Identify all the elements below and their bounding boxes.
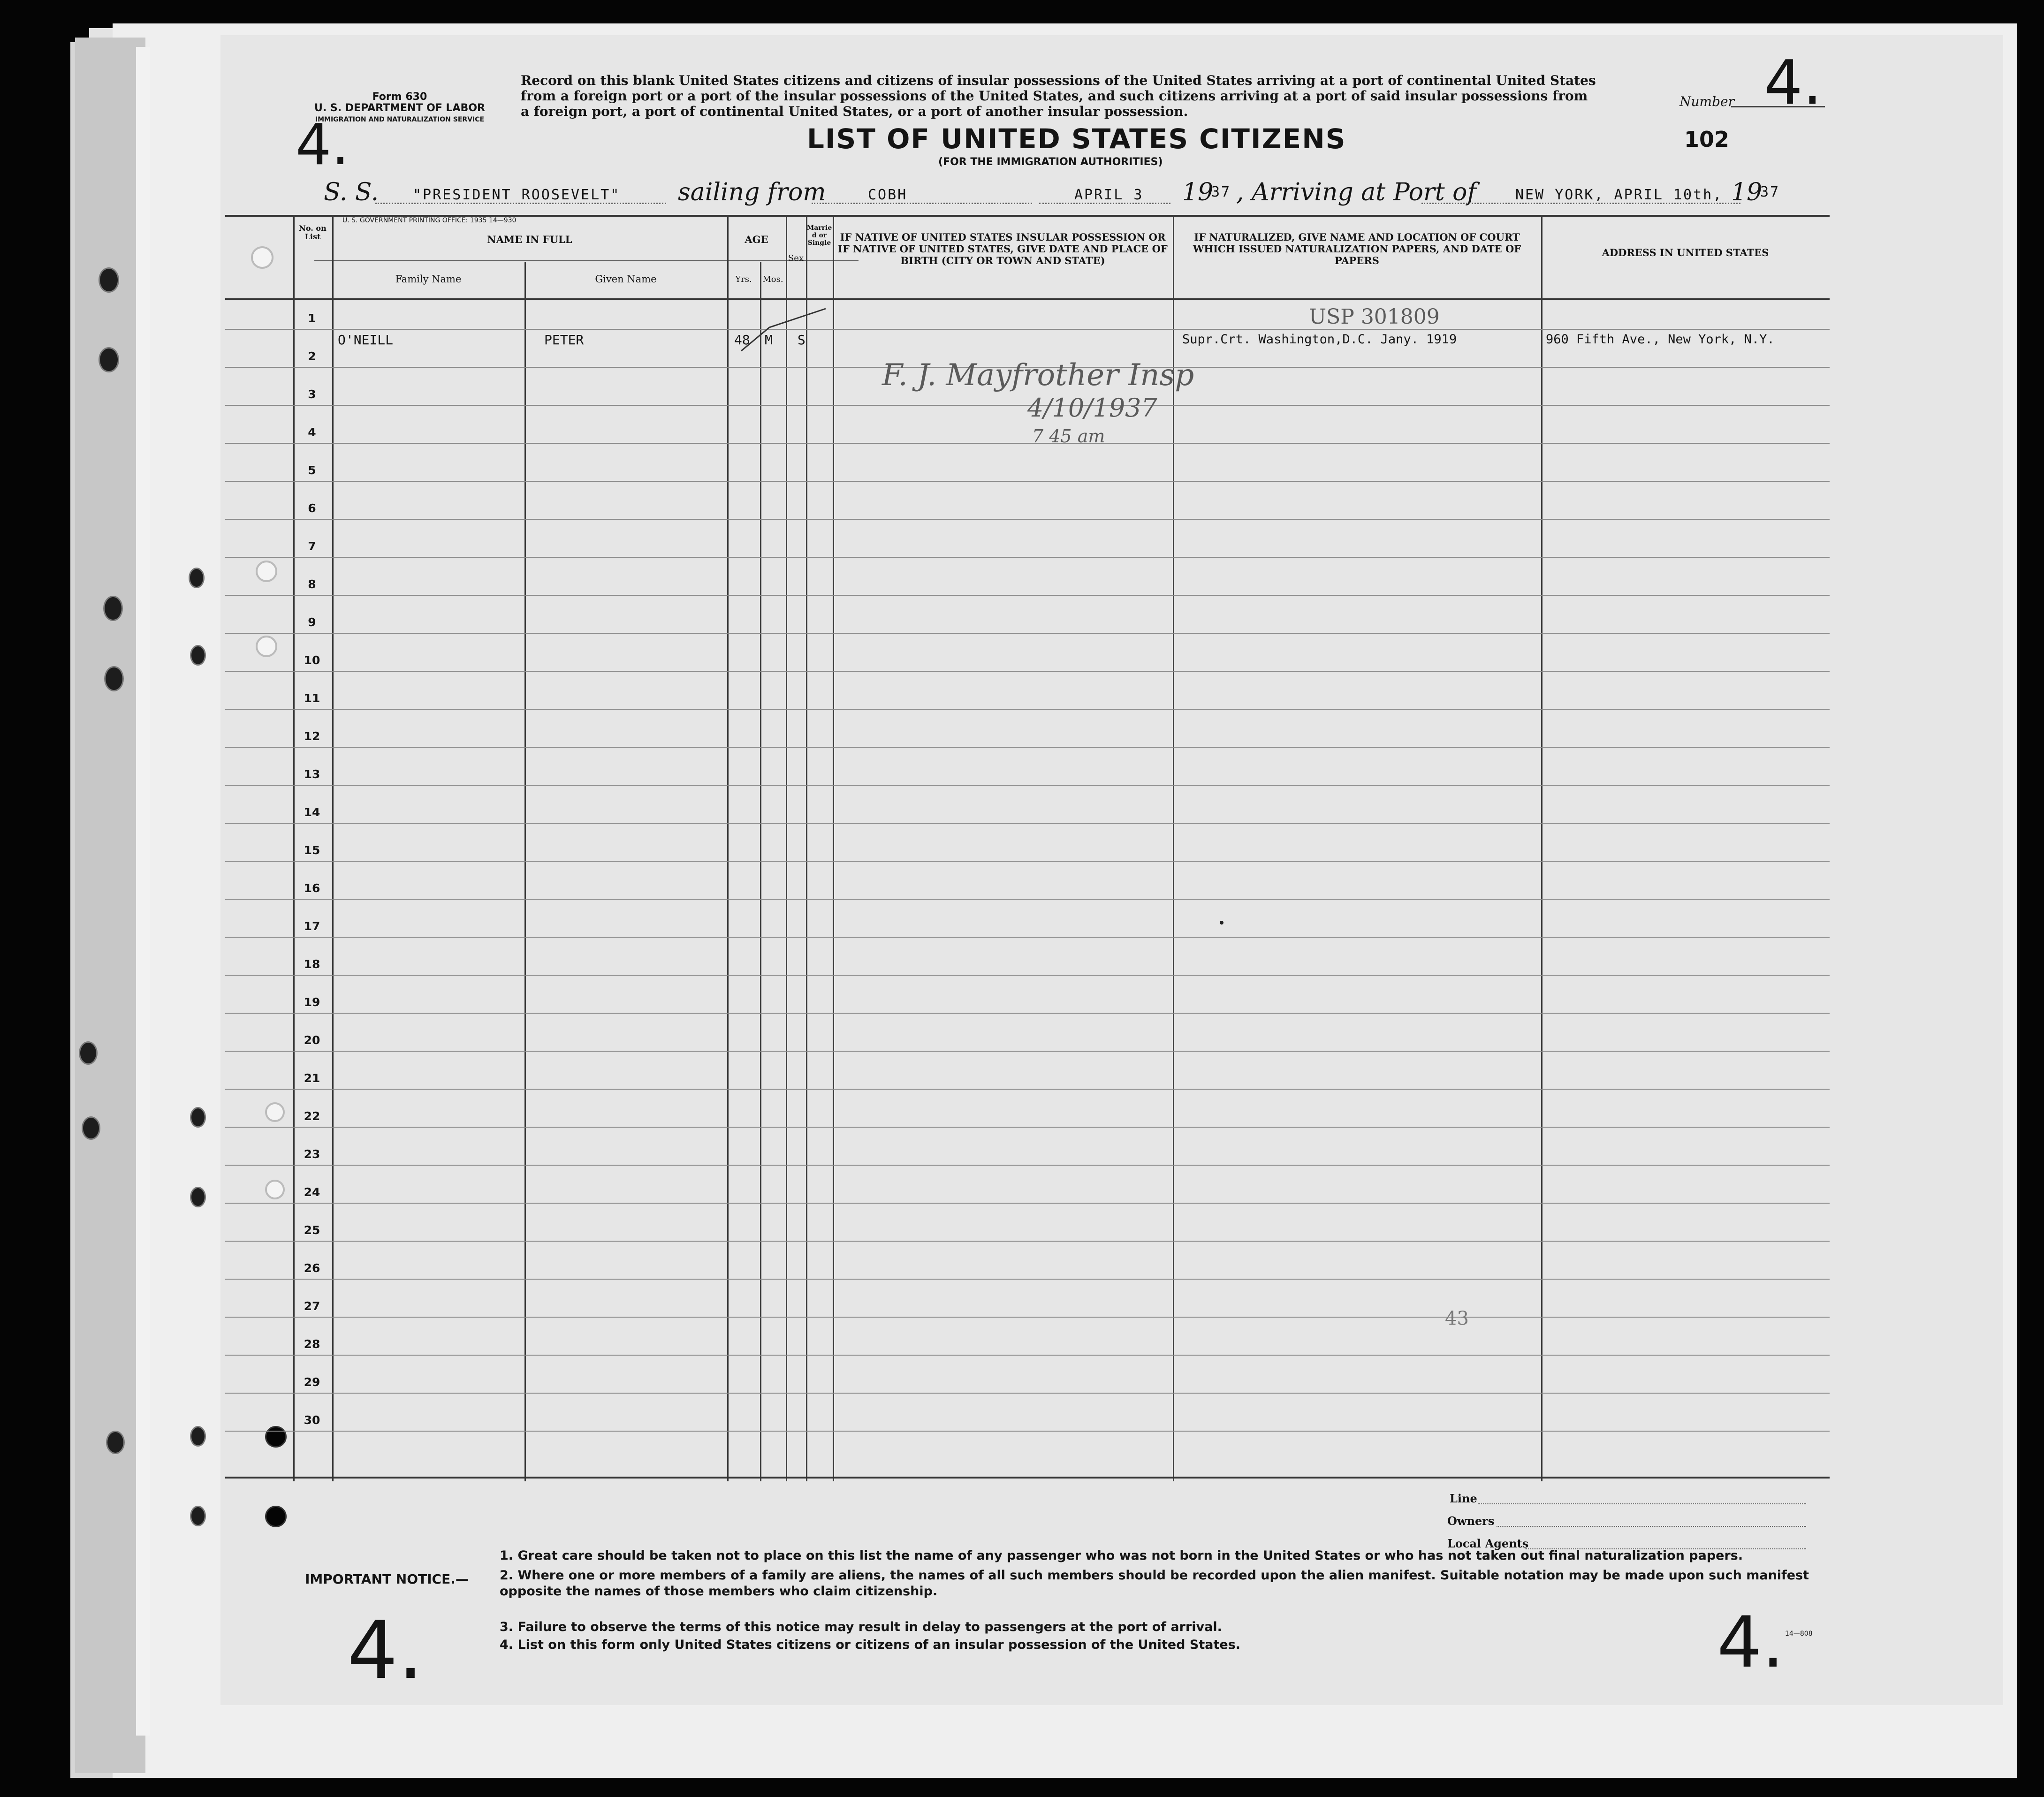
notice-title: IMPORTANT NOTICE.— [305, 1571, 469, 1587]
print-code: 14—808 [1785, 1630, 1813, 1638]
usp-number: USP 301809 [1309, 305, 1440, 329]
row-number: 21 [304, 1071, 320, 1085]
list-number: 4. [1764, 47, 1823, 118]
depart-year: 37 [1211, 184, 1231, 200]
row-rule [225, 519, 1830, 520]
binding-strip [75, 38, 145, 1773]
from-port: COBH [868, 187, 908, 203]
row-rule [225, 1051, 1830, 1052]
notice-2: 2. Where one or more members of a family are aliens, the names of all such members should be recorded upon the alien manifest. Suitable notation may be made upon such manifest opposite the names of those members who claim citizenship. [500, 1568, 1809, 1599]
notice-4: 4. List on this form only United States citizens or citizens of an insular possession of the United States. [500, 1638, 1241, 1652]
row-rule [225, 861, 1830, 862]
header-bottom-rule [225, 298, 1830, 300]
ship-name: "PRESIDENT ROOSEVELT" [413, 187, 621, 203]
row-rule [225, 1393, 1830, 1394]
row-rule [225, 1165, 1830, 1166]
table-bottom-rule [225, 1477, 1830, 1479]
punch-hole-icon [99, 267, 119, 293]
punch-hole-icon [190, 1506, 206, 1526]
number-label: Number [1679, 94, 1734, 109]
header-sex: Sex [788, 253, 804, 263]
row-number: 7 [308, 539, 316, 553]
header-no-on-list: No. on List [299, 224, 327, 241]
row-number: 8 [308, 577, 316, 591]
row-rule [225, 1089, 1830, 1090]
service-name: IMMIGRATION AND NATURALIZATION SERVICE [315, 116, 485, 123]
row-number: 17 [304, 919, 320, 933]
header-family-name: Family Name [395, 273, 462, 285]
row-number: 24 [304, 1185, 320, 1199]
inspector-signature: F. J. Mayfrother Insp [882, 358, 1194, 393]
stamp-number: 43 [1445, 1308, 1469, 1329]
depart-year-prefix: 19 [1182, 178, 1214, 206]
row-number: 18 [304, 957, 320, 971]
row-number: 26 [304, 1261, 320, 1275]
row-rule [225, 823, 1830, 824]
entry-address: 960 Fifth Ave., New York, N.Y. [1546, 332, 1775, 347]
line-label: Line [1450, 1492, 1477, 1505]
arriving-label: , Arriving at Port of [1236, 178, 1476, 206]
row-rule [225, 671, 1830, 672]
notice-1: 1. Great care should be taken not to place on this list the name of any passenger who was not born in the United States or who has not taken out final naturalization papers. [500, 1548, 1743, 1563]
row-number: 10 [304, 653, 320, 667]
punch-hole-icon [79, 1041, 98, 1065]
binding-strip-edge [136, 47, 150, 1736]
row-number: 4 [308, 425, 316, 439]
header-naturalized: IF NATURALIZED, GIVE NAME AND LOCATION OF COURT WHICH ISSUED NATURALIZATION PAPERS, AND DATE OF PAPERS [1193, 231, 1521, 266]
notice-3: 3. Failure to observe the terms of this notice may result in delay to passengers at the port of arrival. [500, 1620, 1222, 1634]
row-number: 13 [304, 767, 320, 781]
row-number: 6 [308, 501, 316, 515]
punch-hole-icon [82, 1116, 100, 1140]
punch-hole-icon [190, 1107, 206, 1128]
entry-marital: S [798, 332, 805, 348]
row-rule [225, 899, 1830, 900]
row-number: 20 [304, 1033, 320, 1047]
row-rule [225, 937, 1830, 938]
punch-hole-icon [99, 347, 119, 372]
header-mos: Mos. [762, 274, 783, 284]
punch-hole-icon [189, 568, 205, 588]
page-title: LIST OF UNITED STATES CITIZENS [807, 123, 1346, 155]
row-number: 16 [304, 881, 320, 895]
depart-date: APRIL 3 [1074, 187, 1144, 203]
row-number: 2 [308, 349, 316, 363]
column-divider [524, 262, 526, 1481]
row-rule [225, 1279, 1830, 1280]
row-rule [225, 595, 1830, 596]
inspection-time: 7 45 am [1032, 426, 1105, 447]
row-rule [225, 1355, 1830, 1356]
ink-dot [1220, 921, 1223, 925]
row-number: 15 [304, 843, 320, 857]
punch-hole-icon [103, 596, 123, 621]
punch-hole-icon [106, 1431, 125, 1454]
punch-hole-icon [104, 666, 124, 691]
passenger-table [225, 215, 1830, 1481]
owners-dotted [1497, 1526, 1806, 1527]
arrive-year-prefix: 19 [1731, 178, 1763, 206]
page-number: 102 [1684, 127, 1730, 152]
row-number: 5 [308, 463, 316, 477]
row-rule [225, 557, 1830, 558]
header-name-in-full: NAME IN FULL [487, 234, 572, 245]
row-rule [225, 709, 1830, 710]
row-number: 22 [304, 1109, 320, 1123]
sailing-from-label: sailing from [678, 178, 826, 206]
printer-line: U. S. GOVERNMENT PRINTING OFFICE: 1935 14—930 [342, 217, 517, 224]
check-mark-icon [737, 299, 830, 360]
header-age: AGE [745, 234, 768, 245]
header-address: ADDRESS IN UNITED STATES [1602, 247, 1769, 258]
form-number: Form 630 [372, 91, 427, 103]
row-rule [225, 443, 1830, 444]
inspection-date: 4/10/1937 [1027, 393, 1157, 423]
entry-given-name: PETER [544, 332, 584, 348]
row-number: 3 [308, 387, 316, 401]
row-rule [225, 747, 1830, 748]
row-rule [225, 975, 1830, 976]
row-number: 19 [304, 995, 320, 1009]
row-rule [225, 1203, 1830, 1204]
row-number: 14 [304, 805, 320, 819]
entry-age-years: 48 [734, 332, 750, 348]
row-number: 12 [304, 729, 320, 743]
punch-hole-icon [190, 1426, 206, 1447]
row-rule [225, 1431, 1830, 1432]
handwritten-mark: 4. [296, 113, 350, 178]
local-agents-label: Local Agents [1447, 1537, 1529, 1550]
handwritten-mark: 4. [1717, 1602, 1785, 1683]
row-number: 1 [308, 311, 316, 325]
punch-hole-icon [190, 645, 206, 666]
page-subtitle: (FOR THE IMMIGRATION AUTHORITIES) [938, 156, 1163, 168]
row-rule [225, 633, 1830, 634]
header-given-name: Given Name [595, 273, 657, 285]
row-number: 9 [308, 615, 316, 629]
row-number: 23 [304, 1147, 320, 1161]
row-rule [225, 481, 1830, 482]
punch-hole-icon [265, 1506, 287, 1527]
header-native-birth: IF NATIVE OF UNITED STATES INSULAR POSSESSION OR IF NATIVE OF UNITED STATES, GIVE DATE AND PLACE OF BIRTH (CITY OR TOWN AND STATE) [838, 231, 1168, 266]
row-rule [225, 1127, 1830, 1128]
ss-label: S. S. [324, 178, 379, 206]
row-rule [225, 1241, 1830, 1242]
owners-label: Owners [1447, 1514, 1495, 1528]
header-yrs: Yrs. [735, 274, 752, 284]
entry-naturalization: Supr.Crt. Washington,D.C. Jany. 1919 [1182, 332, 1457, 347]
column-divider [760, 262, 761, 1481]
record-instructions: Record on this blank United States citizens and citizens of insular possessions of the United States arriving at a port of continental United States from a foreign port or a port of the insular possessions of the United States, and such citizens arriving at a port of said insular possessions from a foreign port, a port of continental United States, or a port of another insular possession. [521, 73, 1596, 119]
row-rule [225, 329, 1830, 330]
header-married-single: Married or Single [806, 224, 832, 247]
row-number: 11 [304, 691, 320, 705]
handwritten-mark: 4. [347, 1604, 424, 1697]
department-name: U. S. DEPARTMENT OF LABOR [314, 102, 485, 114]
from-port-line [812, 203, 1032, 204]
row-number: 28 [304, 1337, 320, 1351]
header-subrule [314, 260, 859, 261]
arrive-year: 37 [1760, 184, 1780, 200]
row-rule [225, 1317, 1830, 1318]
entry-sex: M [765, 332, 773, 348]
row-number: 25 [304, 1223, 320, 1237]
row-rule [225, 785, 1830, 786]
row-rule [225, 1013, 1830, 1014]
row-number: 30 [304, 1413, 320, 1427]
table-top-rule [225, 215, 1830, 217]
line-dotted [1478, 1503, 1806, 1504]
punch-hole-icon [190, 1187, 206, 1207]
row-number: 27 [304, 1299, 320, 1313]
arrival-port-date: NEW YORK, APRIL 10th, [1515, 187, 1723, 203]
row-number: 29 [304, 1375, 320, 1389]
entry-family-name: O'NEILL [338, 332, 394, 348]
